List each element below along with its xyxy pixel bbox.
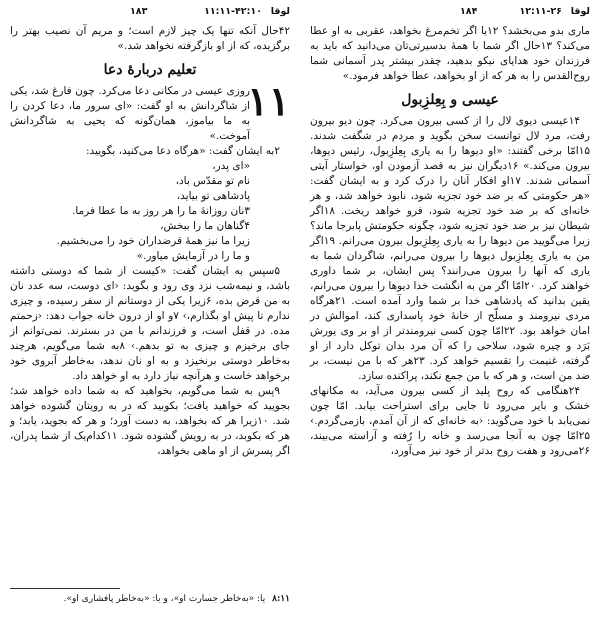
left-header-range: ۱۱:۱۱-۴۲:۱۰ <box>204 6 262 17</box>
right-header-range: ۱۲:۱۱-۲۶ <box>519 6 562 17</box>
left-page-number: ۱۸۳ <box>130 6 148 17</box>
right-page-number: ۱۸۴ <box>460 6 478 17</box>
poem-line: ۳نان روزانهٔ ما را هر روز به ما عطا فرما. <box>72 205 250 217</box>
footnote <box>10 593 290 606</box>
verse-paragraph: ۴۲حال آنکه تنها یک چیز لازم است؛ و مریم آن نصیب بهتر را برگزیده، که از او بازگرفته نخواهد شد.» <box>10 25 290 52</box>
verse-paragraph: ۱۴عیسی دیوی لال را از کسی بیرون می‌کرد. چون دیو بیرون رفت، مرد لال توانست سخن بگوید و مردم در شگفت شدند. ۱۵امّا برخی گفتند: «او دیوها را به یاری بِعِلزِبول، رئیس دیوها، بیرون می‌کند.» ۱۶دیگران نیز به قصد آزمودن او، خواستار آیتی آسمانی شدند. ۱۷او افکار آنان را درک کرد و به ایشان گفت: «هر حکومتی که بر ضد خود تجزیه شود، نابود خواهد شد، و هر خانه‌ای که بر ضد خود تجزیه شود، فرو خواهد ریخت. ۱۸اگر شیطان نیز بر ضد خود تجزیه شود، چگونه حکومتش پابرجا ماند؟ زیرا می‌گویید من دیوها را به یاری بِعِلزِبول بیرون می‌رانم. ۱۹اگر من به یاری بِعِلزِبول دیوها را بیرون می‌رانم، شاگردان شما به یاری که آنها را بیرون می‌رانند؟ پس ایشان، بر شما داوری خواهند کرد. ۲۰امّا اگر من به انگشت خدا دیوها را بیرون می‌رانم، یقین بدانید که پادشاهی خدا بر شما وارد آمده است. ۲۱هرگاه مردی نیرومند و مسلّح از خانهٔ خود پاسداری کند، اموالش در امان خواهد بود. ۲۲امّا چون کسی نیرومندتر از او بر وی یورش بَرَد و چیره شود، سلاحی را که آن مرد بدان توکل دارد از او گرفته، غنیمت را تقسیم خواهد کرد. ۲۳هر که با من نیست، بر ضد من است، و هر که با من جمع نکند، پراکنده سازد. <box>310 115 591 382</box>
poem-line: ۴گناهان ما را ببخش، <box>160 220 250 232</box>
poem-line: نام تو مقدّس باد، <box>175 175 250 187</box>
poem-line: و ما را در آزمایش میاور.» <box>136 250 250 262</box>
verse-paragraph: ۲۴هنگامی که روح پلید از کسی بیرون می‌آید، به مکانهای خشک و بایر می‌رود تا جایی برای استراحت بیابد. امّا چون نمی‌یابد با خود می‌گوید: ‹به خانه‌ای که از آن آمدم، بازمی‌گردم.› ۲۵امّا چون به آنجا می‌رسد و خانه را رُفته و آراسته می‌بیند، ۲۶می‌رود و هفت روح بدتر از خود نیز می‌آورد، <box>310 385 590 457</box>
prayer-poem <box>10 159 290 264</box>
verse-paragraph: ۵سپس به ایشان گفت: «کیست از شما که دوستی داشته باشد، و نیمه‌شب نزد وی رود و بگوید: ‹ای دوست، سه عدد نان به من قرض بده، ۶زیرا یکی از دوستانم از سفر رسیده، و چیزی ندارم تا پیش او بگذارم،› ۷و او از درون خانه جواب دهد: ‹زحمتم مده. در قفل است، و فرزندانم با من در بسترند. نمی‌توانم از جای برخیزم و چیزی به تو بدهم.› ۸به شما می‌گویم، هرچند به‌خاطر دوستی برنخیزد و به او نان ندهد، به‌خاطر آبروی خود برخواهد خاست و هرآنچه نیاز دارد به او خواهد داد. <box>10 265 291 382</box>
footnote-text: یا: «به‌خاطر جسارت او»، و یا: «به‌خاطر پافشاری او». <box>63 594 266 604</box>
right-header-book: لوقا <box>570 6 590 17</box>
section-heading: تعلیم دربارهٔ دعا <box>103 62 197 78</box>
left-page-header <box>10 6 290 20</box>
right-page-header <box>310 6 590 20</box>
poem-line: پادشاهی تو بیاید، <box>176 190 250 202</box>
verse-paragraph: ۹پس به شما می‌گویم، بخواهید که به شما داده خواهد شد؛ بجویید که خواهید یافت؛ بکوبید که در به رویتان گشوده خواهد شد. ۱۰زیرا هر که بخواهد، به دست آورد؛ و هر که بجوید، یابد؛ و هر که بکوبد، در به رویش گشوده شود. ۱۱کدام‌یک از شما پدران، اگر پسرش از او ماهی بخواهد، <box>10 385 290 457</box>
chapter-number: ۱۱ <box>247 78 290 125</box>
poem-line: «ای پدر، <box>212 160 250 172</box>
left-text-column <box>10 24 290 459</box>
left-header-book: لوقا <box>270 6 290 17</box>
verse-paragraph: ماری بدو می‌بخشد؟ ۱۲یا اگر تخم‌مرغ بخواهد، عقربی به او عطا می‌کند؟ ۱۳حال اگر شما با همهٔ بدسیرتی‌تان می‌دانید که باید به فرزندان خود هدایای نیکو بدهید، چقدر بیشتر پدر آسمانی شما روح‌القدس را به هر که از او بخواهد، عطا خواهد فرمود.» <box>310 25 591 82</box>
verse-paragraph: ۲به ایشان گفت: «هرگاه دعا می‌کنید، بگویید: <box>86 145 280 157</box>
footnote-divider <box>10 588 120 589</box>
right-text-column <box>310 24 590 459</box>
footnote-reference: ۸:۱۱ <box>272 594 290 604</box>
chapter-start-paragraph <box>10 78 290 144</box>
verse-paragraph: روزی عیسی در مکانی دعا می‌کرد. چون فارغ شد، یکی از شاگردانش به او گفت: «ای سرور ما، دعا کردن را به ما بیاموز، همان‌گونه که یحیی به شاگردانش آموخت.» <box>10 85 250 142</box>
section-heading: عیسی و بِعِلزِبول <box>401 92 499 108</box>
poem-line: زیرا ما نیز همهٔ قرضداران خود را می‌بخشیم. <box>56 235 250 247</box>
